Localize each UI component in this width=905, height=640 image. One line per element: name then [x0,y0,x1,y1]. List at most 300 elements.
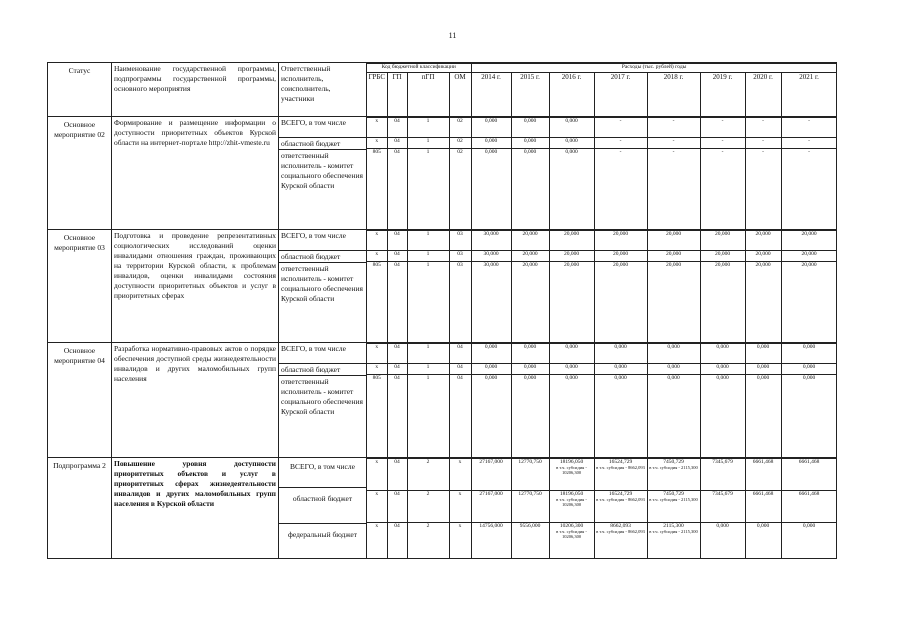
value-cell [549,375,594,457]
value-cell [647,490,700,522]
value-cell [471,490,511,522]
value-cell [471,118,511,138]
value-cell [781,344,837,364]
value-amount: 0,000 [667,375,680,381]
value-cell [594,375,647,457]
value-cell [549,230,594,250]
value-cell [471,375,511,457]
value-amount: 20,000 [665,230,682,237]
value-cell [549,364,594,375]
executor-responsible: ответственный исполнитель - комитет социального обеспечения Курской области [281,377,363,416]
code-cell: 04 [387,522,407,558]
code-cell: 1 [407,364,449,375]
value-cell [781,250,837,261]
value-cell [745,118,781,138]
value-cell [471,149,511,229]
code-cell: 1 [407,230,449,250]
value-amount: 20,000 [563,250,580,257]
value-amount: - [672,118,675,124]
executor-responsible: ответственный исполнитель - комитет социального обеспечения Курской области [281,151,363,190]
code-cell: 1 [407,149,449,229]
value-amount: - [619,138,622,144]
value-amount: 6661,468 [798,458,820,465]
value-amount: - [721,138,724,144]
value-amount: 0,000 [756,375,770,381]
value-cell [594,149,647,229]
value-cell [549,522,594,558]
value-amount: - [672,138,675,144]
code-cell: 1 [407,118,449,138]
row-status: Основное мероприятие 04 [48,343,112,458]
value-cell [647,250,700,261]
code-cell: 1 [407,261,449,342]
value-amount: 30,000 [483,250,499,257]
code-cell: 04 [387,375,407,457]
value-cell [647,364,700,375]
value-cell [471,458,511,490]
value-amount: - [762,138,764,144]
value-amount: 16524,729 [608,458,633,465]
budget-line [367,250,837,261]
subsidy-note: в т.ч. субсидия - 8662,093 [596,464,645,470]
value-cell [745,490,781,522]
value-cell [549,261,594,342]
executor-total: ВСЕГО, в том числе [279,458,366,488]
code-cell: 2 [407,458,449,490]
executor-total: ВСЕГО, в том числе [279,117,366,138]
budget-line [367,375,837,457]
header-code: пГП [407,73,449,117]
value-amount: 20,000 [612,230,629,237]
value-amount: 0,000 [614,375,627,381]
value-amount: 2115,300 [663,522,684,529]
value-cell [700,522,745,558]
value-amount: 20,000 [563,261,580,268]
value-amount: 16524,729 [608,490,633,497]
code-cell: 04 [387,490,407,522]
value-amount: 0,000 [484,344,498,350]
value-cell [700,118,745,138]
value-cell [700,490,745,522]
value-amount: 0,000 [565,344,578,350]
value-amount: 7450,729 [663,490,684,497]
code-cell: х [367,364,387,375]
value-cell [594,522,647,558]
value-cell [781,458,837,490]
value-amount: 7345,679 [712,458,733,465]
value-cell [745,250,781,261]
row-name: Повышение уровня доступности приоритетных объектов и услуг в приоритетных сферах жизнедеятельности инвалидов и других маломобильных групп населения в Курской области [112,457,279,559]
value-amount: 27167,000 [479,458,503,465]
value-amount: 0,000 [484,375,498,381]
value-cell [745,344,781,364]
value-amount: 30,000 [483,230,499,237]
value-cell [471,138,511,149]
header-year: 2020 г. [745,73,781,117]
budget-line [367,149,837,229]
value-amount: 0,000 [523,118,537,124]
value-cell [511,230,549,250]
value-cell [594,138,647,149]
value-amount: 20,000 [612,261,629,268]
row-status: Основное мероприятие 02 [48,117,112,230]
header-name: Наименование государственной программы, подпрограммы государственной программы, основного мероприятия [112,63,279,117]
value-cell [511,261,549,342]
value-cell [594,490,647,522]
header-expenses: Расходы (тыс. рублей) годы [471,64,836,73]
value-cell [700,375,745,457]
header-executor: Ответственный исполнитель, соисполнитель, участники [279,63,367,117]
value-amount: 20,000 [714,250,731,257]
value-amount: 6661,468 [752,490,774,497]
value-cell [647,230,700,250]
value-amount: 20,000 [612,250,629,257]
value-amount: 0,000 [523,375,537,381]
value-cell [781,375,837,457]
subsidy-note: в т.ч. субсидия - 10206,300 [556,528,587,539]
value-cell [471,230,511,250]
value-cell [781,261,837,342]
value-amount: - [721,149,724,155]
code-cell: х [449,458,471,490]
row-grid [367,229,837,343]
value-cell [781,230,837,250]
budget-line [367,364,837,375]
value-amount: 0,000 [802,344,816,350]
value-cell [511,344,549,364]
value-amount: 20,000 [755,261,771,268]
table-row [48,117,837,230]
executor-federal: федеральный бюджет [287,529,358,539]
value-cell [781,149,837,229]
executor-regional: областной бюджет [279,138,366,150]
value-amount: - [619,149,622,155]
row-grid [367,117,837,230]
value-amount: 0,000 [523,364,537,370]
value-amount: 0,000 [716,344,729,350]
value-amount: 0,000 [565,118,578,124]
header-code: ГП [387,73,407,117]
header-year: 2018 г. [647,73,700,117]
value-cell [745,375,781,457]
value-amount: 12770,750 [518,490,542,497]
value-cell [511,250,549,261]
value-amount: 6661,468 [798,490,820,497]
header-year: 2015 г. [511,73,549,117]
budget-table [47,62,837,559]
value-cell [549,138,594,149]
value-cell [594,230,647,250]
code-cell: 2 [407,490,449,522]
code-cell: х [367,250,387,261]
value-amount: 0,000 [802,375,816,381]
subsidy-note: в т.ч. субсидия - 8662,093 [596,496,645,502]
value-amount: 10206,300 [559,522,584,529]
value-cell [745,138,781,149]
header-code: ГРБС [367,73,387,117]
value-cell [511,375,549,457]
value-amount: 0,000 [565,364,578,370]
code-cell: 04 [387,230,407,250]
value-amount: 0,000 [484,138,498,144]
code-cell: 04 [449,344,471,364]
value-amount: 0,000 [523,344,537,350]
value-cell [781,522,837,558]
header-year: 2019 г. [700,73,745,117]
value-cell [511,118,549,138]
row-grid [367,457,837,559]
code-cell: х [367,118,387,138]
subsidy-note: в т.ч. субсидия - 10206,300 [556,464,587,475]
value-amount: 0,000 [667,344,680,350]
table-row [48,343,837,458]
value-cell [594,364,647,375]
code-cell: 04 [387,261,407,342]
header-status: Статус [48,63,112,117]
code-cell: 02 [449,149,471,229]
value-amount: 20,000 [522,230,538,237]
value-amount: - [808,149,810,155]
value-amount: 0,000 [756,364,770,370]
value-cell [511,149,549,229]
header-year: 2014 г. [471,73,511,117]
value-cell [549,250,594,261]
value-cell [594,250,647,261]
code-cell: 04 [449,364,471,375]
value-amount: 7450,729 [663,458,684,465]
value-cell [549,118,594,138]
value-cell [745,230,781,250]
code-cell: 03 [449,230,471,250]
value-amount: 0,000 [716,375,729,381]
code-cell: 1 [407,375,449,457]
code-cell: 04 [387,138,407,149]
value-cell [471,522,511,558]
value-amount: - [619,118,622,124]
value-amount: 0,000 [614,364,627,370]
code-cell: 02 [449,138,471,149]
value-cell [700,344,745,364]
value-cell [594,261,647,342]
code-cell: х [449,490,471,522]
code-cell: 04 [387,118,407,138]
header-year: 2017 г. [594,73,647,117]
code-cell: 1 [407,344,449,364]
subsidy-note: в т.ч. субсидия - 8662,093 [596,528,645,534]
code-cell: 04 [387,344,407,364]
value-amount: 0,000 [565,138,578,144]
value-amount: - [672,149,675,155]
budget-line [367,138,837,149]
header-year: 2021 г. [781,73,836,117]
value-amount: 0,000 [756,522,770,529]
value-cell [549,490,594,522]
value-cell [647,458,700,490]
header-year: 2016 г. [549,73,594,117]
value-cell [511,458,549,490]
executor-regional: областной бюджет [279,488,366,524]
value-amount: 9556,000 [519,522,541,529]
value-amount: - [762,118,764,124]
value-amount: 0,000 [802,364,816,370]
table-row [48,229,837,343]
value-amount: 0,000 [523,138,537,144]
value-cell [745,364,781,375]
value-cell [781,490,837,522]
value-cell [700,458,745,490]
value-cell [549,344,594,364]
code-cell: 04 [387,458,407,490]
executor-regional: областной бюджет [279,251,366,263]
value-amount: 12770,750 [518,458,542,465]
code-cell: х [367,458,387,490]
row-executors [279,229,367,343]
code-cell: х [367,344,387,364]
code-cell: 1 [407,138,449,149]
code-cell: х [367,138,387,149]
row-name: Подготовка и проведение репрезентативных социологических исследований оценки инвалидами отношения граждан, проживающих на территории Курской области, к проблемам инвалидов, оценки инвалидами состояния доступности приоритетных объектов и услуг в приоритетных сферах [112,229,279,343]
value-cell [549,149,594,229]
value-cell [745,261,781,342]
value-amount: 0,000 [565,375,578,381]
header-grid [367,63,837,117]
value-amount: 20,000 [522,250,538,257]
value-cell [647,344,700,364]
value-amount: 0,000 [716,364,729,370]
value-amount: 0,000 [565,149,578,155]
value-cell [511,490,549,522]
value-cell [781,138,837,149]
subsidy-note: в т.ч. субсидия - 2115,300 [649,464,698,470]
value-amount: 0,000 [484,364,498,370]
code-cell: 04 [449,375,471,457]
budget-line [367,230,837,250]
value-amount: 7345,679 [712,490,733,497]
value-amount: 20,000 [801,261,817,268]
value-amount: 0,000 [756,344,770,350]
value-cell [647,138,700,149]
value-amount: 6661,468 [752,458,774,465]
value-amount: 20,000 [522,261,538,268]
value-cell [700,364,745,375]
value-amount: - [808,118,810,124]
value-amount: 0,000 [667,364,680,370]
value-cell [647,149,700,229]
code-cell: 805 [367,149,387,229]
value-cell [471,344,511,364]
value-cell [549,458,594,490]
value-cell [781,364,837,375]
value-cell [511,138,549,149]
code-cell: 2 [407,522,449,558]
value-cell [471,250,511,261]
value-amount: - [762,149,764,155]
row-status: Основное мероприятие 03 [48,229,112,343]
value-cell [700,250,745,261]
header-budget-code: Код бюджетной классификации [367,64,471,73]
table-row [48,457,837,559]
executor-total: ВСЕГО, в том числе [279,343,366,364]
value-amount: 20,000 [714,261,731,268]
row-executors [279,117,367,230]
value-amount: 0,000 [523,149,537,155]
row-name: Разработка нормативно-правовых актов о порядке обеспечения доступной среды жизнедеятельности инвалидов и других маломобильных групп населения [112,343,279,458]
value-amount: 0,000 [802,522,816,529]
value-cell [700,261,745,342]
value-cell [647,261,700,342]
code-cell: 04 [387,149,407,229]
value-amount: 0,000 [484,149,498,155]
row-grid [367,343,837,458]
value-amount: 20,000 [714,230,731,237]
value-amount: 14756,000 [479,522,503,529]
value-amount: - [721,118,724,124]
value-cell [700,230,745,250]
value-amount: 0,000 [716,522,729,529]
value-cell [594,458,647,490]
code-cell: 805 [367,375,387,457]
value-cell [511,522,549,558]
budget-line [367,490,837,522]
value-amount: 0,000 [484,118,498,124]
row-executors [279,457,367,559]
value-cell [647,118,700,138]
value-amount: 18196,050 [559,490,584,497]
value-amount: 20,000 [563,230,580,237]
value-amount: 8662,093 [610,522,631,529]
value-cell [471,261,511,342]
executor-total: ВСЕГО, в том числе [279,230,366,251]
value-amount: 27167,000 [479,490,503,497]
value-cell [594,118,647,138]
value-cell [745,458,781,490]
executor-regional: областной бюджет [279,364,366,376]
value-amount: 20,000 [801,230,817,237]
value-amount: 20,000 [755,230,771,237]
code-cell: х [367,490,387,522]
value-amount: 20,000 [755,250,771,257]
subsidy-note: в т.ч. субсидия - 2115,300 [649,528,698,534]
code-cell: 04 [387,250,407,261]
row-executors [279,343,367,458]
code-cell: 1 [407,250,449,261]
code-cell: 03 [449,250,471,261]
value-cell [647,375,700,457]
code-cell: х [449,522,471,558]
budget-line [367,458,837,490]
budget-line [367,522,837,558]
subsidy-note: в т.ч. субсидия - 2115,300 [649,496,698,502]
budget-line [367,344,837,364]
row-status: Подпрограмма 2 [48,457,112,559]
value-cell [700,149,745,229]
subsidy-note: в т.ч. субсидия - 10206,300 [556,496,587,507]
code-cell: 04 [387,364,407,375]
value-amount: 20,000 [665,261,682,268]
header-code: ОМ [449,73,471,117]
code-cell: х [367,522,387,558]
value-cell [781,118,837,138]
executor-responsible: ответственный исполнитель - комитет социального обеспечения Курской области [281,263,363,303]
page-number: 11 [448,31,457,40]
value-cell [647,522,700,558]
value-amount: 0,000 [614,344,627,350]
code-cell: х [367,230,387,250]
budget-line [367,261,837,342]
budget-line [367,118,837,138]
code-cell: 805 [367,261,387,342]
value-cell [511,364,549,375]
